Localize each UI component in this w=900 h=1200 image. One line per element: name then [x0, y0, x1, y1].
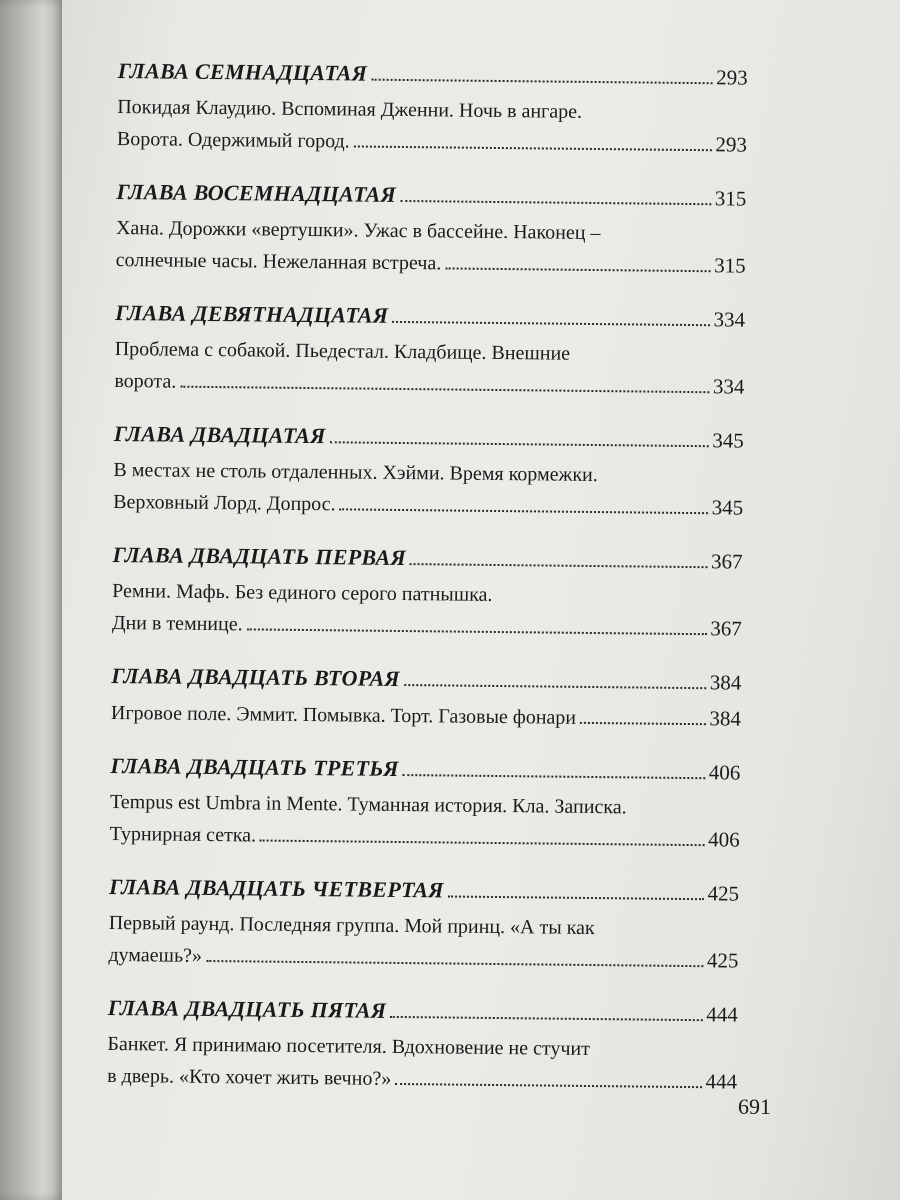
entry-page-number: 406	[708, 827, 740, 852]
chapter-title: ГЛАВА СЕМНАДЦАТАЯ	[117, 57, 368, 86]
previous-page-edge	[0, 0, 70, 1200]
summary-line	[112, 576, 742, 614]
summary-line	[110, 818, 740, 857]
summary-line	[107, 1029, 737, 1067]
chapter-page-number: 345	[712, 428, 744, 453]
dot-leader	[395, 1083, 701, 1088]
summary-text: Игровое поле. Эммит. Помывка. Торт. Газовые фонари	[110, 701, 577, 729]
toc-chapter	[116, 161, 747, 283]
chapter-summary	[117, 92, 748, 162]
chapter-summary	[107, 1029, 738, 1099]
summary-text: Ремни. Мафь. Без единого серого патнышка.	[112, 579, 493, 606]
summary-line	[117, 123, 747, 162]
dot-leader	[354, 145, 712, 151]
chapter-heading	[111, 645, 741, 694]
chapter-page-number: 444	[706, 1002, 738, 1027]
chapter-title: ГЛАВА ДВАДЦАТЬ ЧЕТВЕРТАЯ	[109, 873, 444, 903]
toc-chapter	[111, 645, 742, 736]
summary-line	[108, 939, 738, 978]
summary-line	[116, 244, 746, 283]
toc-chapter	[114, 282, 745, 404]
entry-page-number: 334	[712, 374, 745, 399]
entry-page-number: 367	[710, 616, 742, 641]
page-number: 691	[738, 1094, 771, 1119]
summary-line	[107, 1060, 737, 1099]
summary-text: солнечные часы. Нежеланная встреча.	[115, 248, 442, 275]
toc-chapter	[117, 40, 748, 162]
chapter-heading	[110, 735, 740, 784]
dot-leader	[445, 267, 710, 272]
summary-text: ворота.	[114, 369, 177, 393]
chapter-page-number: 384	[709, 670, 742, 695]
summary-text: Турнирная сетка.	[109, 822, 257, 847]
dot-leader	[400, 200, 711, 205]
chapter-summary	[116, 213, 747, 283]
chapter-title: ГЛАВА ВОСЕМНАДЦАТАЯ	[116, 178, 397, 207]
chapter-title: ГЛАВА ДВАДЦАТЬ ТРЕТЬЯ	[110, 752, 399, 781]
chapter-title: ГЛАВА ДВАДЦАТЬ ПЕРВАЯ	[112, 541, 407, 571]
toc-chapter	[113, 403, 744, 525]
summary-text: Покидая Клаудию. Вспоминая Дженни. Ночь в ангаре.	[117, 95, 583, 123]
chapter-page-number: 293	[716, 65, 748, 90]
entry-page-number: 444	[705, 1069, 738, 1094]
entry-page-number: 293	[715, 132, 748, 157]
summary-line	[109, 908, 739, 946]
chapter-heading	[108, 977, 738, 1026]
dot-leader	[340, 508, 708, 514]
chapter-summary	[113, 455, 744, 525]
dot-leader	[404, 684, 706, 689]
summary-text: Tempus est Umbra in Mente. Туманная история. Кла. Записка.	[109, 790, 627, 819]
chapter-title: ГЛАВА ДВАДЦАТАЯ	[113, 420, 326, 449]
chapter-heading	[115, 282, 745, 331]
dot-leader	[410, 563, 707, 568]
chapter-summary	[110, 787, 741, 857]
summary-line	[110, 787, 740, 825]
chapter-page-number: 334	[713, 307, 746, 332]
chapter-page-number: 367	[710, 549, 743, 574]
table-of-contents	[107, 40, 748, 1105]
summary-line	[117, 92, 747, 130]
chapter-title: ГЛАВА ДВАДЦАТЬ ВТОРАЯ	[111, 662, 401, 691]
summary-text: Дни в темнице.	[111, 611, 243, 636]
summary-text: Первый раунд. Последняя группа. Мой принц. «А ты как	[108, 911, 595, 940]
entry-page-number: 345	[711, 495, 744, 520]
chapter-page-number: 315	[714, 186, 747, 211]
chapter-heading	[116, 161, 746, 210]
dot-leader	[247, 628, 707, 635]
chapter-summary	[108, 908, 739, 978]
summary-text: Ворота. Одержимый город.	[116, 127, 350, 153]
dot-leader	[206, 960, 703, 967]
dot-leader	[390, 1016, 702, 1021]
summary-line	[116, 213, 746, 251]
dot-leader	[371, 79, 712, 85]
chapter-page-number: 425	[707, 881, 740, 906]
toc-chapter	[110, 735, 741, 857]
chapter-heading	[112, 524, 742, 573]
dot-leader	[330, 441, 709, 447]
dot-leader	[392, 321, 709, 326]
summary-line	[113, 455, 743, 493]
summary-line	[113, 486, 743, 525]
chapter-title: ГЛАВА ДЕВЯТНАДЦАТАЯ	[115, 299, 389, 328]
summary-text: думаешь?»	[108, 943, 203, 967]
dot-leader	[260, 840, 704, 847]
dot-leader	[448, 896, 704, 901]
summary-line	[115, 334, 745, 372]
chapter-heading	[114, 403, 744, 452]
dot-leader	[180, 386, 709, 394]
toc-chapter	[112, 524, 743, 646]
chapter-summary	[111, 697, 741, 736]
toc-chapter	[108, 856, 739, 978]
entry-page-number: 315	[714, 253, 746, 278]
summary-text: В местах не столь отдаленных. Хэйми. Время кормежки.	[113, 458, 598, 487]
summary-text: Банкет. Я принимаю посетителя. Вдохновение не стучит	[107, 1032, 591, 1060]
summary-text: Верховный Лорд. Допрос.	[113, 490, 336, 516]
summary-text: Проблема с собакой. Пьедестал. Кладбище. Внешние	[114, 337, 571, 365]
chapter-summary	[114, 334, 745, 404]
summary-line	[112, 607, 742, 646]
summary-line	[114, 365, 744, 404]
entry-page-number: 384	[709, 706, 742, 731]
chapter-title: ГЛАВА ДВАДЦАТЬ ПЯТАЯ	[107, 994, 387, 1023]
entry-page-number: 425	[706, 948, 739, 973]
dot-leader	[580, 722, 705, 725]
chapter-heading	[109, 856, 739, 905]
chapter-heading	[118, 40, 748, 89]
chapter-page-number: 406	[708, 760, 741, 785]
summary-text: в дверь. «Кто хочет жить вечно?»	[107, 1064, 392, 1090]
chapter-summary	[112, 576, 743, 646]
dot-leader	[403, 774, 705, 779]
summary-line	[111, 697, 741, 736]
summary-text: Хана. Дорожки «вертушки». Ужас в бассейне. Наконец –	[115, 216, 601, 245]
toc-chapter	[107, 977, 738, 1099]
